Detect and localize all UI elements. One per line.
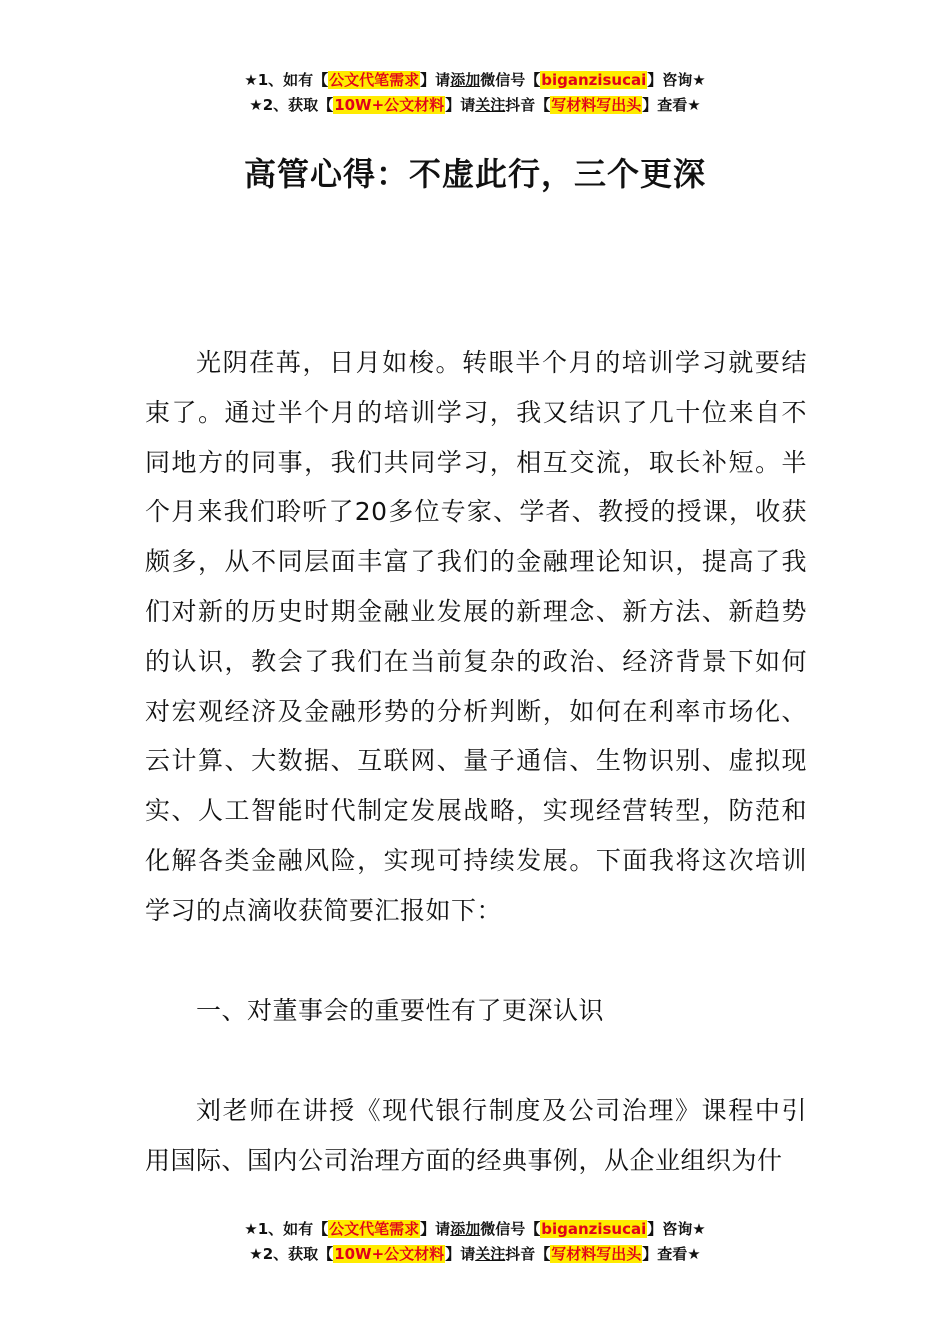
banner-line-1 — [0, 68, 950, 93]
paragraph-intro: 光阴荏苒，日月如梭。转眼半个月的培训学习就要结束了。通过半个月的培训学习，我又结识了几十位来自不同地方的同事，我们共同学习，相互交流，取长补短。半个月来我们聆听了20多位专家、学者、教授的授课，收获颇多，从不同层面丰富了我们的金融理论知识，提高了我们对新的历史时期金融业发展的新理念、新方法、新趋势的认识，教会了我们在当前复杂的政治、经济背景下如何对宏观经济及金融形势的分析判断，如何在利率市场化、云计算、大数据、互联网、量子通信、生物识别、虚拟现实、人工智能时代制定发展战略，实现经营转型，防范和化解各类金融风险，实现可持续发展。下面我将这次培训学习的点滴收获简要汇报如下： — [145, 348, 807, 925]
banner-underlined: 关注 — [475, 1245, 506, 1263]
banner-text: 】咨询★ — [647, 1220, 706, 1238]
header-banner — [0, 68, 950, 118]
banner-text: 】请 — [420, 71, 451, 89]
banner-underlined: 添加 — [450, 71, 481, 89]
banner-highlight: biganzisucai — [541, 1220, 647, 1238]
banner-text: 微信号【 — [480, 1220, 541, 1238]
banner-text: 】请 — [445, 1245, 476, 1263]
banner-text: ★1、如有【 — [244, 1220, 329, 1238]
banner-highlight: 写材料写出头 — [551, 96, 642, 114]
banner-text: 抖音【 — [505, 1245, 551, 1263]
banner-text: 】查看★ — [642, 96, 701, 114]
banner-highlight: biganzisucai — [541, 71, 647, 89]
footer-banner — [0, 1217, 950, 1267]
banner-underlined: 添加 — [450, 1220, 481, 1238]
banner-text: 】咨询★ — [647, 71, 706, 89]
banner-highlight: 写材料写出头 — [551, 1245, 642, 1263]
banner-line-2 — [0, 93, 950, 118]
paragraph-section-1: 刘老师在讲授《现代银行制度及公司治理》课程中引用国际、国内公司治理方面的经典事例，从企业组织为什 — [145, 1096, 807, 1175]
banner-text: 微信号【 — [480, 71, 541, 89]
banner-text: ★2、获取【 — [249, 1245, 334, 1263]
section-heading-1: 一、对董事会的重要性有了更深认识 — [196, 996, 605, 1025]
banner-text: 】请 — [445, 96, 476, 114]
banner-text: ★2、获取【 — [249, 96, 334, 114]
banner-text: 】请 — [420, 1220, 451, 1238]
banner-underlined: 关注 — [475, 96, 506, 114]
banner-highlight: 10W+公文材料 — [334, 96, 445, 114]
banner-text: ★1、如有【 — [244, 71, 329, 89]
banner-text: 抖音【 — [505, 96, 551, 114]
banner-highlight: 10W+公文材料 — [334, 1245, 445, 1263]
banner-highlight: 公文代笔需求 — [329, 1220, 420, 1238]
banner-line-1 — [0, 1217, 950, 1242]
banner-text: 】查看★ — [642, 1245, 701, 1263]
document-title: 高管心得：不虚此行，三个更深 — [243, 155, 706, 193]
banner-highlight: 公文代笔需求 — [329, 71, 420, 89]
banner-line-2 — [0, 1242, 950, 1267]
